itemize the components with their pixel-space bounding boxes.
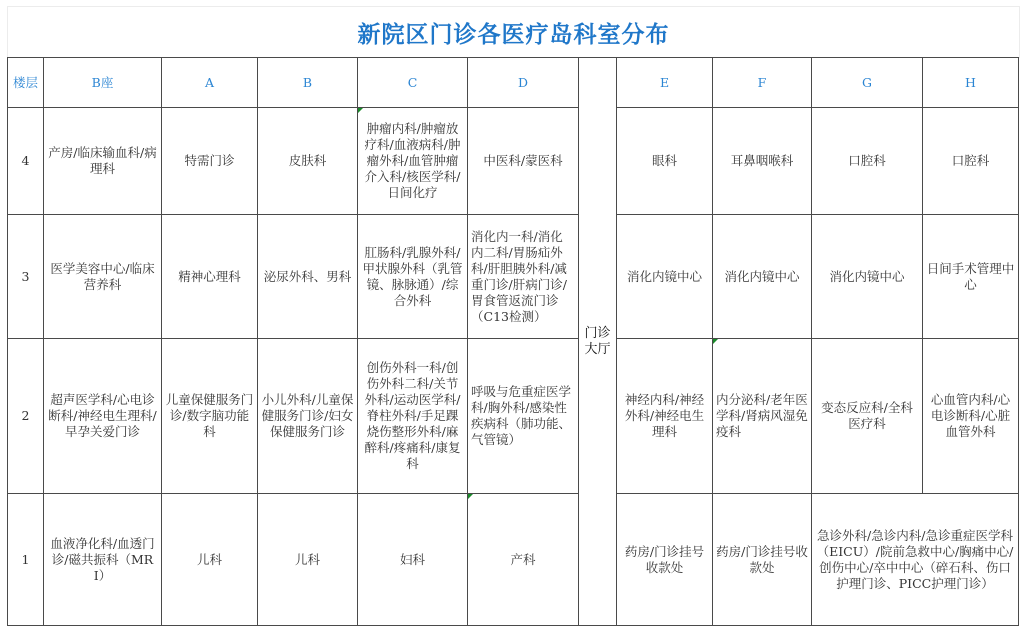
table-cell: 消化内镜中心	[812, 215, 923, 339]
table-cell: 肿瘤内科/肿瘤放疗科/血液病科/肿瘤外科/血管肿瘤介入科/核医学科/日间化疗	[358, 108, 468, 215]
header-col-a: A	[162, 58, 258, 108]
table-cell: 儿科	[162, 494, 258, 626]
floor-number: 3	[8, 215, 44, 339]
table-cell: 心血管内科/心电诊断科/心脏血管外科	[923, 339, 1019, 494]
floor-number: 4	[8, 108, 44, 215]
table-cell: 肛肠科/乳腺外科/甲状腺外科（乳管镜、脉脉通）/综合外科	[358, 215, 468, 339]
header-col-f: F	[713, 58, 812, 108]
table-cell: 消化内一科/消化内二科/胃肠疝外科/肝胆胰外科/减重门诊/肝病门诊/胃食管返流门诊（C13检测）	[468, 215, 579, 339]
table-cell: 皮肤科	[258, 108, 358, 215]
table-row	[8, 108, 1019, 215]
header-col-bzuo: B座	[44, 58, 162, 108]
header-col-b: B	[258, 58, 358, 108]
table-cell: 消化内镜中心	[617, 215, 713, 339]
floor-number: 2	[8, 339, 44, 494]
lobby-cell	[579, 58, 617, 626]
table-cell: 耳鼻咽喉科	[713, 108, 812, 215]
header-col-d: D	[468, 58, 579, 108]
table-cell: 内分泌科/老年医学科/肾病风湿免疫科	[713, 339, 812, 494]
table-cell: 创伤外科一科/创伤外科二科/关节外科/运动医学科/脊柱外科/手足踝烧伤整形外科/麻醉科/疼痛科/康复科	[358, 339, 468, 494]
table-cell: 口腔科	[923, 108, 1019, 215]
table-cell: 药房/门诊挂号收款处	[713, 494, 812, 626]
table-cell: 特需门诊	[162, 108, 258, 215]
lobby-label: 门诊大厅	[584, 325, 611, 357]
table-cell: 医学美容中心/临床营养科	[44, 215, 162, 339]
table-cell: 神经内科/神经外科/神经电生理科	[617, 339, 713, 494]
table-cell: 消化内镜中心	[713, 215, 812, 339]
table-row	[8, 215, 1019, 339]
header-floor: 楼层	[8, 58, 44, 108]
table-cell: 精神心理科	[162, 215, 258, 339]
header-col-e: E	[617, 58, 713, 108]
header-col-c: C	[358, 58, 468, 108]
table-cell: 儿科	[258, 494, 358, 626]
table-cell: 泌尿外科、男科	[258, 215, 358, 339]
table-cell: 日间手术管理中心	[923, 215, 1019, 339]
table-row	[8, 339, 1019, 494]
header-col-g: G	[812, 58, 923, 108]
table-cell: 眼科	[617, 108, 713, 215]
page-title: 新院区门诊各医疗岛科室分布	[7, 6, 1020, 58]
header-row	[8, 58, 1019, 108]
table-cell: 变态反应科/全科医疗科	[812, 339, 923, 494]
table-cell: 小儿外科/儿童保健服务门诊/妇女保健服务门诊	[258, 339, 358, 494]
table-cell: 急诊外科/急诊内科/急诊重症医学科（EICU）/院前急救中心/胸痛中心/创伤中心/卒中中心（碎石科、伤口护理门诊、PICC护理门诊）	[812, 494, 1019, 626]
header-col-h: H	[923, 58, 1019, 108]
table-cell: 妇科	[358, 494, 468, 626]
table-cell: 产房/临床输血科/病理科	[44, 108, 162, 215]
table-cell: 药房/门诊挂号收款处	[617, 494, 713, 626]
table-cell: 呼吸与危重症医学科/胸外科/感染性疾病科（肺功能、气管镜）	[468, 339, 579, 494]
table-cell: 超声医学科/心电诊断科/神经电生理科/早孕关爱门诊	[44, 339, 162, 494]
table-cell: 血液净化科/血透门诊/磁共振科（MRI）	[44, 494, 162, 626]
table-cell: 中医科/蒙医科	[468, 108, 579, 215]
floor-number: 1	[8, 494, 44, 626]
table-cell: 儿童保健服务门诊/数字脑功能科	[162, 339, 258, 494]
table-cell: 产科	[468, 494, 579, 626]
table-row	[8, 494, 1019, 626]
table-cell: 口腔科	[812, 108, 923, 215]
department-table	[7, 57, 1019, 626]
